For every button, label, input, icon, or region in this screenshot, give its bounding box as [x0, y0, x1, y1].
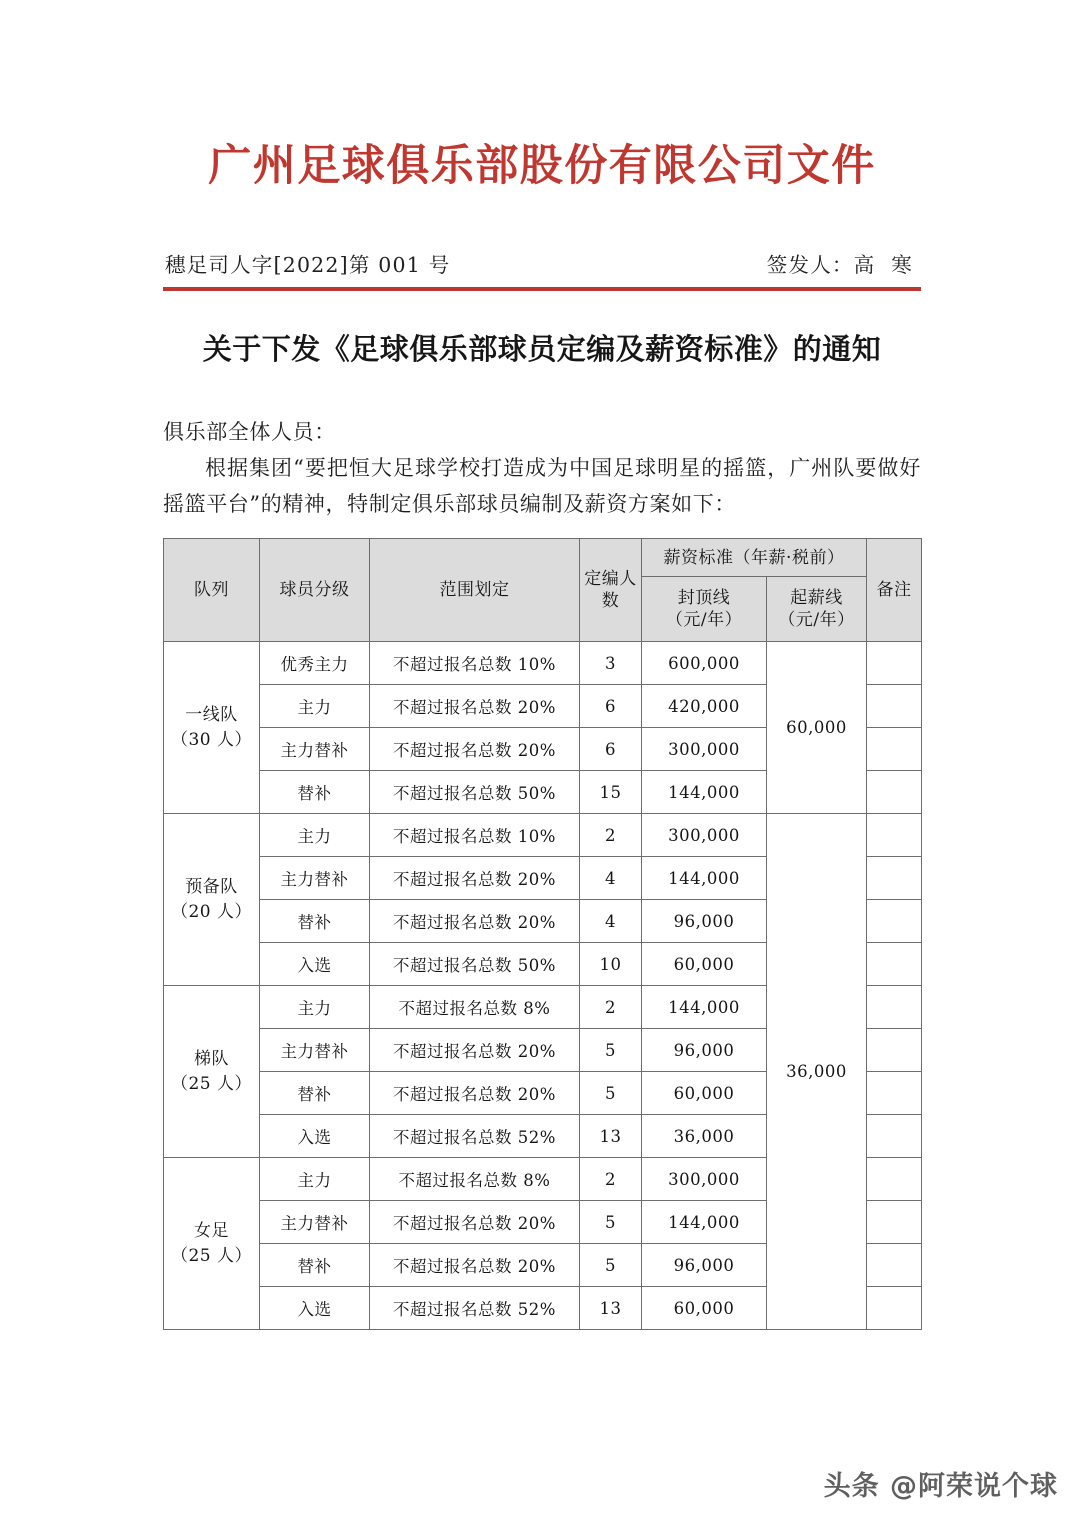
cell-quota: 13 [580, 1115, 642, 1158]
document-content [163, 0, 921, 1330]
cell-grade: 入选 [260, 1287, 370, 1330]
document-number-row [163, 248, 921, 278]
cell-remark [867, 728, 922, 771]
cell-quota: 13 [580, 1287, 642, 1330]
cell-quota: 4 [580, 900, 642, 943]
cell-cap: 300,000 [642, 1158, 767, 1201]
header-floor-line-unit: （元/年） [778, 610, 855, 631]
cell-cap: 96,000 [642, 900, 767, 943]
cell-quota: 2 [580, 814, 642, 857]
cell-remark [867, 1029, 922, 1072]
cell-remark [867, 1115, 922, 1158]
cell-grade: 替补 [260, 1244, 370, 1287]
header-cap-line-label: 封顶线 [677, 587, 731, 608]
cell-floor-line: 36,000 [767, 814, 867, 1330]
table-header-row-1 [164, 539, 922, 577]
cell-remark [867, 1287, 922, 1330]
header-grade: 球员分级 [260, 539, 370, 642]
team-size-label: （30 人） [170, 729, 253, 750]
table-body [164, 642, 922, 1330]
cell-scope: 不超过报名总数 10% [370, 814, 580, 857]
red-divider-rule [163, 287, 921, 291]
cell-scope: 不超过报名总数 50% [370, 771, 580, 814]
cell-scope: 不超过报名总数 8% [370, 1158, 580, 1201]
cell-scope: 不超过报名总数 20% [370, 900, 580, 943]
cell-quota: 6 [580, 728, 642, 771]
header-cap-line-unit: （元/年） [665, 610, 743, 631]
cell-cap: 144,000 [642, 986, 767, 1029]
cell-grade: 主力 [260, 814, 370, 857]
cell-remark [867, 943, 922, 986]
signer-label: 签发人：高 [766, 252, 876, 277]
cell-cap: 144,000 [642, 1201, 767, 1244]
table-header [164, 539, 922, 642]
cell-remark [867, 986, 922, 1029]
cell-grade: 主力 [260, 685, 370, 728]
watermark-text: 头条 @阿荣说个球 [823, 1471, 1058, 1502]
cell-grade: 替补 [260, 900, 370, 943]
cell-quota: 5 [580, 1201, 642, 1244]
cell-scope: 不超过报名总数 50% [370, 943, 580, 986]
cell-scope: 不超过报名总数 20% [370, 685, 580, 728]
cell-scope: 不超过报名总数 20% [370, 1201, 580, 1244]
cell-grade: 主力替补 [260, 857, 370, 900]
table-row [164, 814, 922, 857]
cell-remark [867, 857, 922, 900]
team-size-label: （25 人） [170, 1073, 253, 1094]
cell-grade: 入选 [260, 1115, 370, 1158]
header-team: 队列 [164, 539, 260, 642]
cell-grade: 主力 [260, 1158, 370, 1201]
cell-remark [867, 1201, 922, 1244]
header-scope: 范围划定 [370, 539, 580, 642]
document-number: 穗足司人字[2022]第 001 号 [165, 252, 451, 277]
header-salary-group: 薪资标准（年薪·税前） [642, 539, 867, 577]
cell-team-name [164, 986, 260, 1158]
cell-remark [867, 900, 922, 943]
signer-name: 寒 [891, 252, 913, 277]
salutation-text: 俱乐部全体人员： [163, 419, 336, 444]
cell-scope: 不超过报名总数 10% [370, 642, 580, 685]
cell-quota: 3 [580, 642, 642, 685]
cell-cap: 144,000 [642, 857, 767, 900]
team-name-label: 预备队 [185, 876, 238, 897]
header-floor-line-label: 起薪线 [790, 587, 843, 608]
cell-scope: 不超过报名总数 20% [370, 1244, 580, 1287]
page-title: 关于下发《足球俱乐部球员定编及薪资标准》的通知 [202, 331, 882, 366]
document-masthead-title: 广州足球俱乐部股份有限公司文件 [208, 141, 876, 191]
cell-quota: 5 [580, 1029, 642, 1072]
cell-team-name [164, 642, 260, 814]
cell-cap: 96,000 [642, 1244, 767, 1287]
cell-cap: 300,000 [642, 728, 767, 771]
cell-quota: 5 [580, 1072, 642, 1115]
cell-grade: 主力替补 [260, 1029, 370, 1072]
cell-quota: 15 [580, 771, 642, 814]
cell-scope: 不超过报名总数 8% [370, 986, 580, 1029]
team-name-label: 梯队 [194, 1048, 229, 1069]
cell-cap: 36,000 [642, 1115, 767, 1158]
cell-scope: 不超过报名总数 52% [370, 1287, 580, 1330]
cell-cap: 300,000 [642, 814, 767, 857]
header-quota [580, 539, 642, 642]
cell-cap: 420,000 [642, 685, 767, 728]
signer-block [767, 248, 919, 278]
cell-scope: 不超过报名总数 20% [370, 857, 580, 900]
cell-scope: 不超过报名总数 20% [370, 728, 580, 771]
cell-quota: 10 [580, 943, 642, 986]
cell-cap: 60,000 [642, 1287, 767, 1330]
cell-grade: 主力替补 [260, 728, 370, 771]
cell-team-name [164, 814, 260, 986]
cell-cap: 144,000 [642, 771, 767, 814]
cell-remark [867, 771, 922, 814]
cell-remark [867, 685, 922, 728]
document-body [163, 414, 921, 522]
team-size-label: （25 人） [170, 1245, 253, 1266]
salary-table-wrap [163, 538, 921, 1330]
cell-grade: 主力 [260, 986, 370, 1029]
cell-grade: 入选 [260, 943, 370, 986]
cell-grade: 优秀主力 [260, 642, 370, 685]
cell-scope: 不超过报名总数 20% [370, 1072, 580, 1115]
cell-scope: 不超过报名总数 52% [370, 1115, 580, 1158]
table-row [164, 642, 922, 685]
cell-remark [867, 814, 922, 857]
cell-team-name [164, 1158, 260, 1330]
cell-quota: 2 [580, 1158, 642, 1201]
cell-grade: 替补 [260, 1072, 370, 1115]
cell-cap: 96,000 [642, 1029, 767, 1072]
cell-grade: 主力替补 [260, 1201, 370, 1244]
cell-cap: 60,000 [642, 943, 767, 986]
cell-remark [867, 642, 922, 685]
cell-quota: 4 [580, 857, 642, 900]
header-remark: 备注 [867, 539, 922, 642]
cell-remark [867, 1072, 922, 1115]
cell-cap: 600,000 [642, 642, 767, 685]
cell-quota: 6 [580, 685, 642, 728]
cell-quota: 5 [580, 1244, 642, 1287]
team-size-label: （20 人） [170, 901, 253, 922]
header-quota-label: 定编人数 [584, 568, 637, 612]
header-floor-line [767, 577, 867, 642]
team-name-label: 一线队 [185, 704, 238, 725]
cell-scope: 不超过报名总数 20% [370, 1029, 580, 1072]
cell-floor-line: 60,000 [767, 642, 867, 814]
cell-remark [867, 1158, 922, 1201]
salary-standard-table [163, 538, 922, 1330]
cell-quota: 2 [580, 986, 642, 1029]
cell-remark [867, 1244, 922, 1287]
header-cap-line [642, 577, 767, 642]
cell-grade: 替补 [260, 771, 370, 814]
body-paragraph: 根据集团“要把恒大足球学校打造成为中国足球明星的摇篮，广州队要做好摇篮平台”的精神，特制定俱乐部球员编制及薪资方案如下： [163, 455, 921, 516]
cell-cap: 60,000 [642, 1072, 767, 1115]
team-name-label: 女足 [194, 1220, 229, 1241]
